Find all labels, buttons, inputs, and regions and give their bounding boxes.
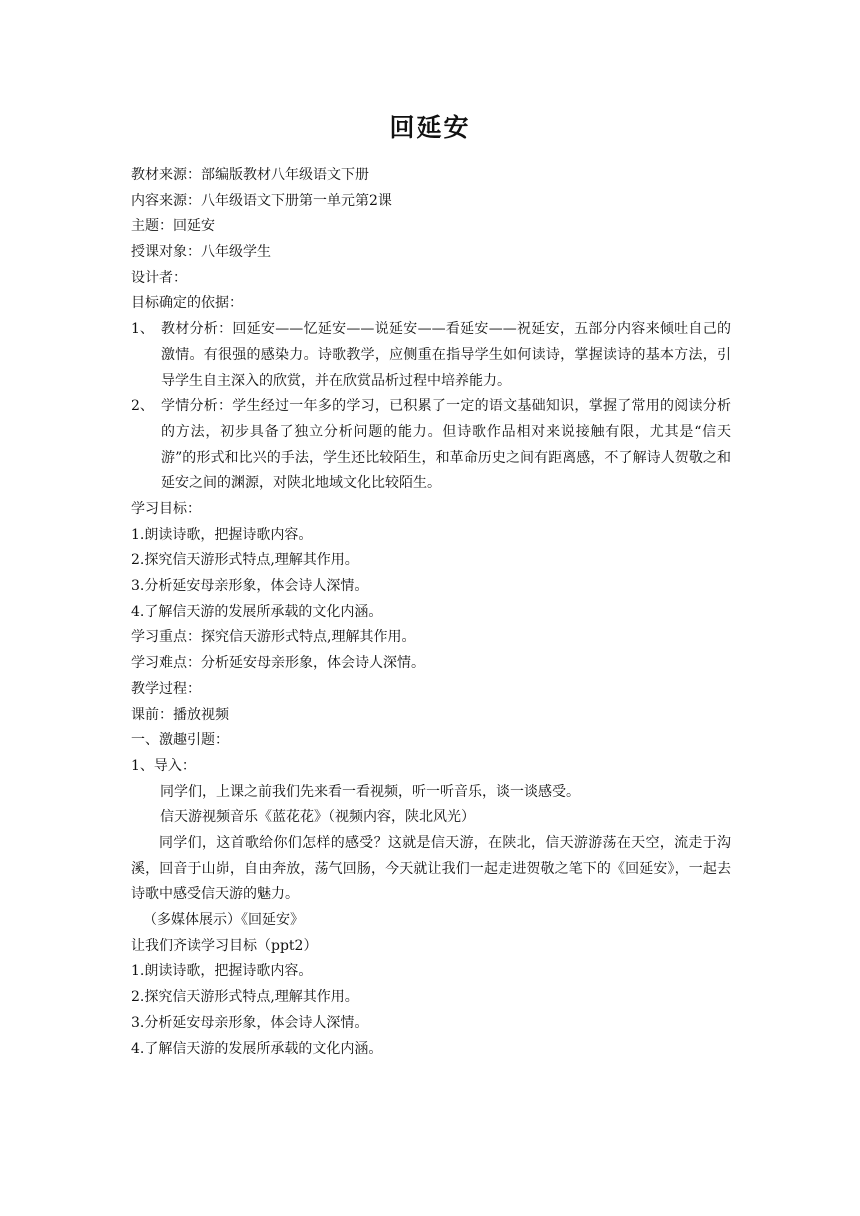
read-goals: 让我们齐读学习目标（ppt2）	[131, 937, 318, 954]
pre-class: 课前：播放视频	[131, 706, 229, 723]
difficulty: 学习难点：分析延安母亲形象，体会诗人深情。	[131, 655, 425, 672]
list-number: 1、	[131, 321, 154, 338]
goal-item: 4.了解信天游的发展所承载的文化内涵。	[131, 603, 383, 620]
analysis-text: 学情分析：学生经过一年多的学习，已积累了一定的语文基础知识，掌握了常用的阅读分析的方法，初步具备了独立分析问题的能力。但诗歌作品相对来说接触有限，尤其是“信天游”的形式和比兴的手法，学生还比较陌生，和革命历史之间有距离感，不了解诗人贺敬之和延安之间的渊源，对陕北地域文化比较陌生。	[161, 398, 731, 492]
page-title: 回延安	[389, 113, 471, 142]
intro-paragraph: 同学们，这首歌给你们怎样的感受？这就是信天游，在陕北，信天游游荡在天空，流走于沟溪，回音于山峁，自由奔放，荡气回肠，今天就让我们一起走进贺敬之笔下的《回延安》，一起去诗歌中感受信天游的魅力。	[131, 834, 731, 903]
goal-item: 2.探究信天游形式特点,理解其作用。	[131, 552, 359, 569]
meta-source: 教材来源：部编版教材八年级语文下册	[131, 167, 369, 183]
analysis-item-textbook	[131, 317, 731, 394]
list-number: 2、	[131, 398, 154, 415]
document-body	[131, 163, 731, 1062]
process-heading: 教学过程：	[131, 680, 201, 697]
media-note: （多媒体展示）《回延安》	[143, 912, 304, 929]
analysis-item-students	[131, 394, 731, 497]
section-heading: 一、激趣引题：	[131, 732, 229, 749]
goal-item: 2.探究信天游形式特点,理解其作用。	[131, 989, 359, 1006]
goal-item: 1.朗读诗歌，把握诗歌内容。	[131, 526, 313, 543]
meta-content: 内容来源：八年级语文下册第一单元第2课	[131, 192, 392, 209]
meta-basis: 目标确定的依据：	[131, 295, 243, 312]
intro-paragraph: 信天游视频音乐《蓝花花》（视频内容，陕北风光）	[160, 809, 475, 826]
analysis-text: 教材分析：回延安——忆延安——说延安——看延安——祝延安，五部分内容来倾吐自己的激情。有很强的感染力。诗歌教学，应侧重在指导学生如何读诗，掌握读诗的基本方法，引导学生自主深入的欣赏，并在欣赏品析过程中培养能力。	[161, 321, 731, 389]
goal-item: 3.分析延安母亲形象，体会诗人深情。	[131, 578, 369, 595]
key-point: 学习重点：探究信天游形式特点,理解其作用。	[131, 629, 416, 646]
intro-label: 1、导入：	[131, 757, 196, 774]
meta-audience: 授课对象：八年级学生	[131, 244, 271, 261]
goals-heading: 学习目标：	[131, 501, 201, 518]
goal-item: 1.朗读诗歌，把握诗歌内容。	[131, 963, 313, 980]
intro-paragraph: 同学们，上课之前我们先来看一看视频，听一听音乐，谈一谈感受。	[160, 783, 580, 800]
meta-topic: 主题：回延安	[131, 218, 215, 235]
meta-designer: 设计者：	[131, 269, 187, 286]
goal-item: 4.了解信天游的发展所承载的文化内涵。	[131, 1040, 383, 1057]
goal-item: 3.分析延安母亲形象，体会诗人深情。	[131, 1014, 369, 1031]
